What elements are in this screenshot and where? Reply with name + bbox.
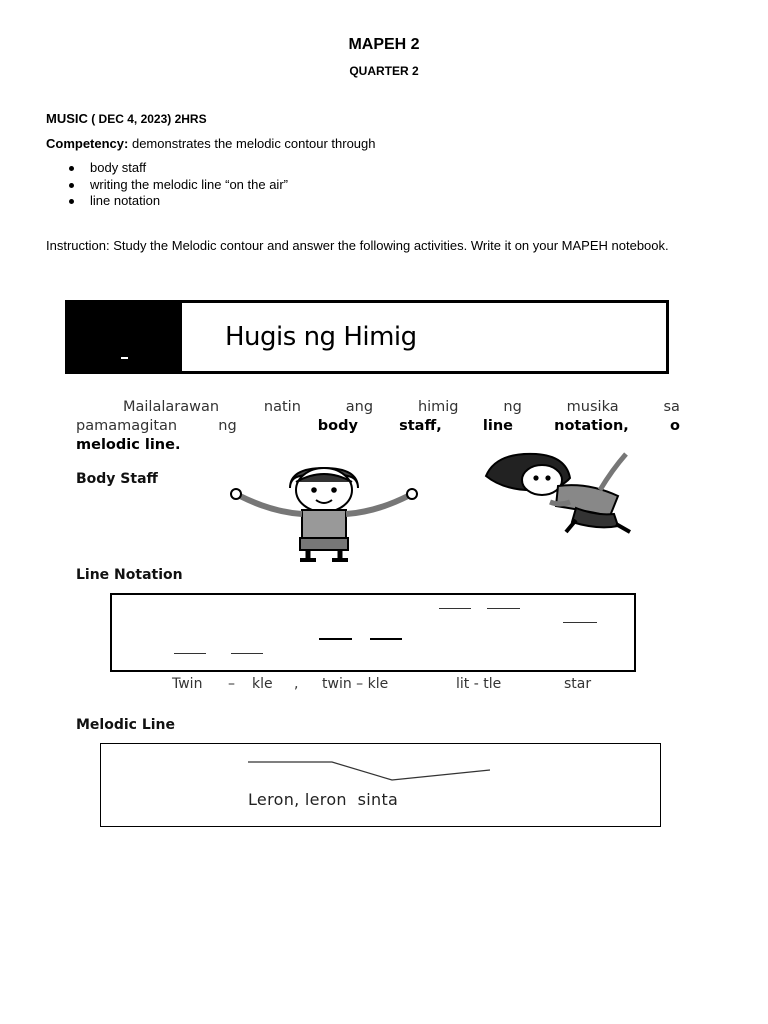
note-line (487, 608, 520, 609)
page-title: MAPEH 2 (348, 36, 420, 53)
lyric-syllable: lit - tle (456, 676, 502, 692)
lyric-syllable: twin – kle (322, 676, 389, 692)
lyric-syllable: – (228, 676, 235, 692)
para-word: ang (345, 399, 374, 415)
boy-arms-out-illustration (230, 466, 420, 564)
para-word: ng (503, 399, 522, 415)
competency-text: demonstrates the melodic contour through (128, 136, 376, 151)
lesson-heading: Hugis ng Himig (225, 322, 417, 352)
competency-list (66, 160, 288, 210)
body-staff-label: Body Staff (76, 471, 158, 487)
note-line (563, 622, 597, 623)
lyric-syllable: star (564, 676, 592, 692)
instruction-text: Instruction: Study the Melodic contour and answer the following activities. Write it on your MAPEH notebook. (46, 238, 669, 253)
note-line (174, 653, 206, 654)
melodic-contour-line (246, 755, 496, 787)
lesson-heading-dash (121, 357, 128, 359)
competency-label: Competency: (46, 136, 129, 151)
para-word: ng (218, 418, 237, 434)
list-item: body staff (66, 160, 288, 177)
note-line (319, 638, 352, 640)
para-word: natin (263, 399, 301, 415)
lyric-syllable: , (294, 676, 299, 692)
para-word-bold: body (317, 418, 358, 434)
para-word-bold: staff, (399, 418, 442, 434)
melodic-line-lyrics: Leron, leron sinta (248, 790, 399, 809)
para-word: pamamagitan (76, 418, 178, 434)
music-heading (46, 111, 207, 126)
competency-line (46, 136, 376, 151)
note-line (439, 608, 471, 609)
para-word: himig (417, 399, 459, 415)
melodic-line-label: Melodic Line (76, 717, 176, 733)
para-word-bold: o (669, 418, 680, 434)
para-word: sa (663, 399, 680, 415)
list-item: writing the melodic line “on the air” (66, 177, 288, 194)
para-word-bold: melodic line. (76, 437, 181, 453)
list-item: line notation (66, 193, 288, 210)
line-notation-label: Line Notation (76, 567, 183, 583)
para-word: Mailalarawan (123, 399, 220, 415)
lesson-heading-dark-panel (65, 300, 182, 374)
lyric-syllable: Twin (172, 676, 203, 692)
para-word: musika (566, 399, 619, 415)
note-line (370, 638, 402, 640)
para-word-bold: notation, (554, 418, 629, 434)
girl-bending-illustration (480, 446, 650, 540)
lyric-syllable: kle (252, 676, 273, 692)
music-detail: ( DEC 4, 2023) 2HRS (87, 112, 207, 126)
line-notation-box (110, 593, 636, 672)
music-label: MUSIC (46, 111, 88, 126)
page-subtitle: QUARTER 2 (349, 64, 419, 78)
para-word-bold: line (482, 418, 513, 434)
note-line (231, 653, 263, 654)
